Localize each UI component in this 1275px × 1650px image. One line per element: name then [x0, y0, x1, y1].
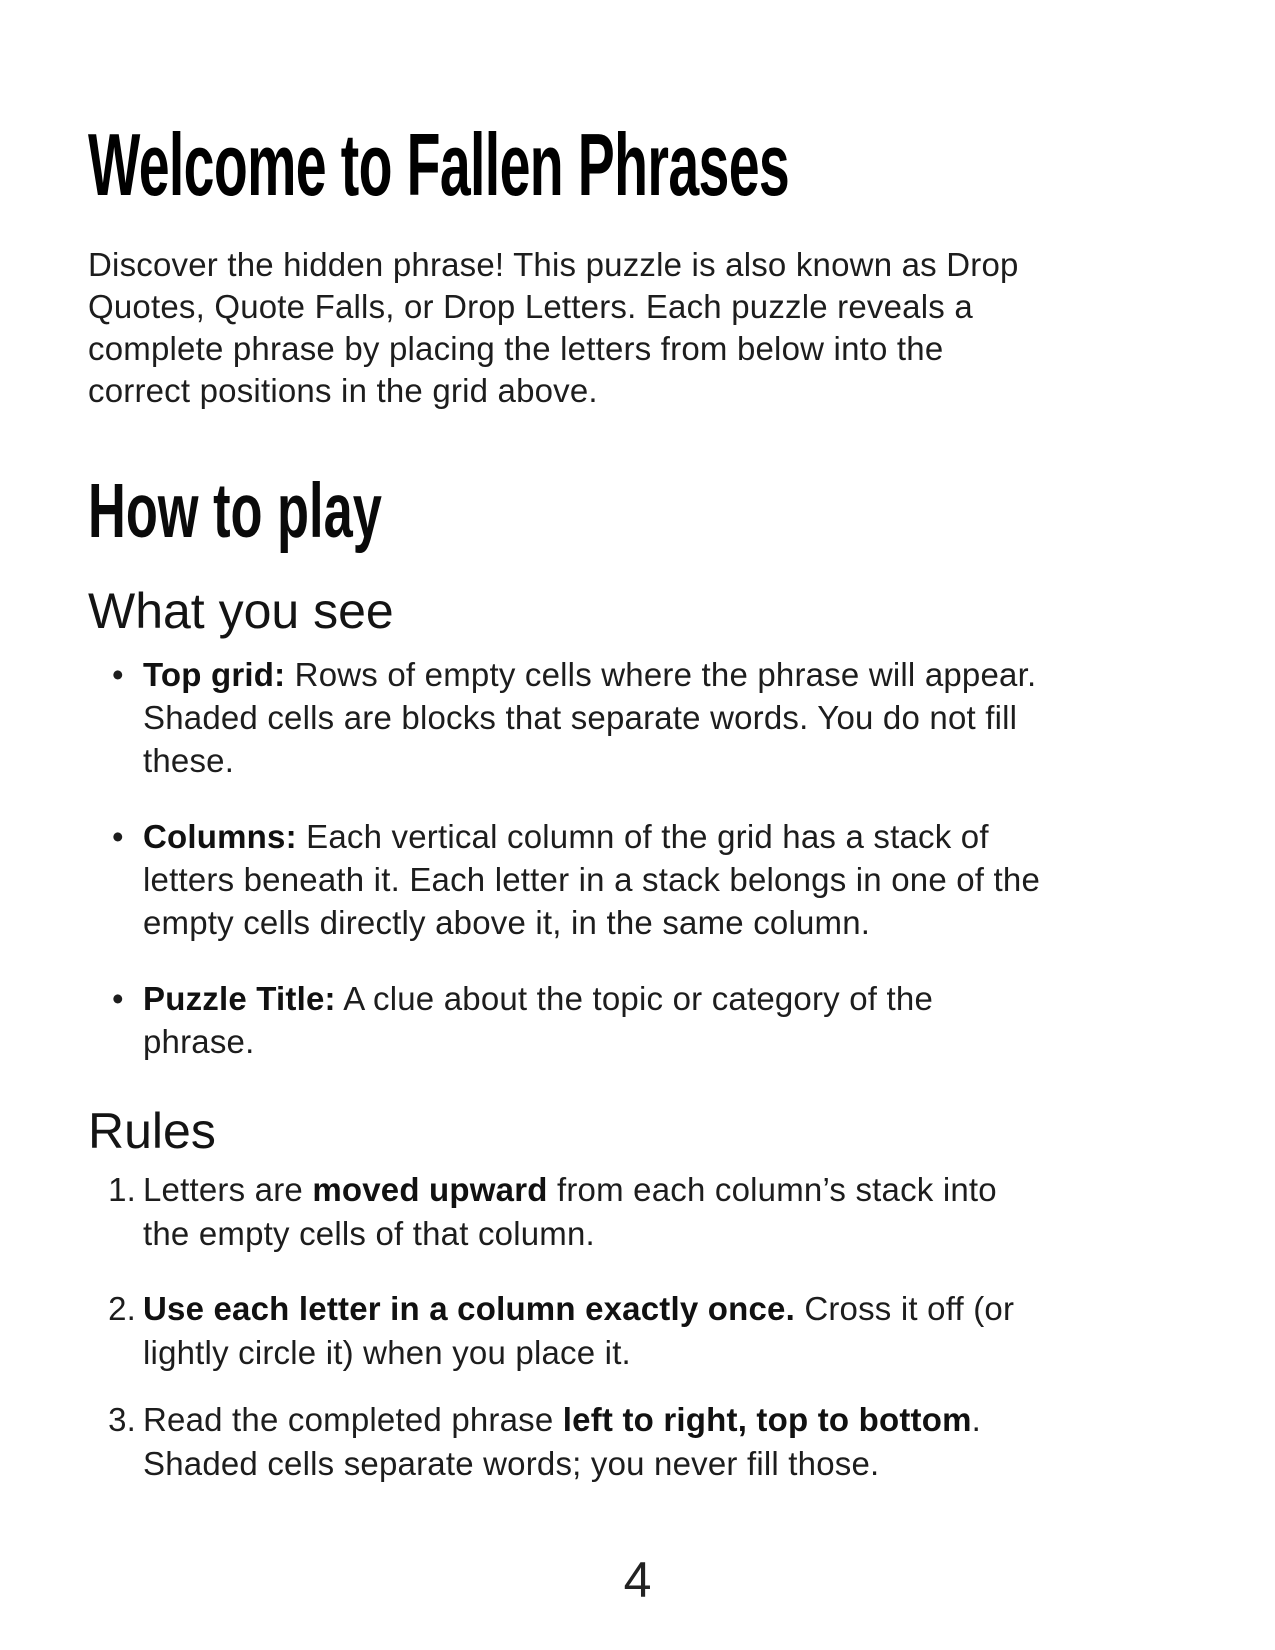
rule-text: Letters are [143, 1171, 313, 1208]
rule-item-3 [88, 1398, 1215, 1486]
bullet-label: Top grid: [143, 656, 286, 693]
bullet-line [143, 977, 1215, 1020]
bullet-line: Shaded cells are blocks that separate words. You do not fill [143, 699, 1018, 736]
rule-text-bold: left to right, top to bottom [562, 1401, 972, 1438]
bullet-item-puzzle-title [88, 977, 1215, 1063]
bullet-line: these. [143, 742, 235, 779]
bullet-icon: • [112, 818, 124, 855]
bullet-text: A clue about the topic or category of the [335, 980, 933, 1017]
rule-text: Cross it off (or [794, 1290, 1015, 1327]
rule-number: 3. [108, 1401, 136, 1438]
bullet-label: Puzzle Title: [143, 980, 336, 1017]
bullet-text: Rows of empty cells where the phrase will appear. [285, 656, 1037, 693]
bullet-line: phrase. [143, 1023, 255, 1060]
rule-line [143, 1287, 1215, 1331]
intro-line: Discover the hidden phrase! This puzzle is also known as Drop [88, 246, 1019, 283]
bullet-line: empty cells directly above it, in the same column. [143, 904, 871, 941]
rule-item-2 [88, 1287, 1215, 1375]
heading-what-you-see: What you see [88, 583, 394, 639]
intro-line: complete phrase by placing the letters from below into the [88, 330, 944, 367]
heading-how-to-play: How to play [88, 468, 382, 554]
bullet-icon: • [112, 980, 124, 1017]
bullet-text: Each vertical column of the grid has a stack of [296, 818, 989, 855]
rule-line: lightly circle it) when you place it. [143, 1334, 631, 1371]
rule-text: from each column’s stack into [547, 1171, 997, 1208]
rule-text-bold: Use each letter in a column exactly once. [143, 1290, 795, 1327]
rule-item-1 [88, 1168, 1215, 1256]
rule-number: 1. [108, 1171, 136, 1208]
heading-rules: Rules [88, 1103, 216, 1159]
rule-line: Shaded cells separate words; you never fill those. [143, 1445, 880, 1482]
bullet-line: letters beneath it. Each letter in a stack belongs in one of the [143, 861, 1041, 898]
page-title: Welcome to Fallen Phrases [88, 115, 790, 214]
rule-text-bold: moved upward [312, 1171, 548, 1208]
page-number: 4 [623, 1552, 652, 1608]
bullet-icon: • [112, 656, 124, 693]
bullet-label: Columns: [143, 818, 297, 855]
rule-text: . [971, 1401, 981, 1438]
rule-line [143, 1398, 1215, 1442]
rule-line [143, 1168, 1215, 1212]
intro-line: correct positions in the grid above. [88, 372, 598, 409]
rule-line: the empty cells of that column. [143, 1215, 595, 1252]
bullet-item-columns [88, 815, 1215, 944]
rule-text: Read the completed phrase [143, 1401, 563, 1438]
bullet-line [143, 815, 1215, 858]
intro-line: Quotes, Quote Falls, or Drop Letters. Each puzzle reveals a [88, 288, 973, 325]
bullet-item-top-grid [88, 653, 1215, 782]
rule-number: 2. [108, 1290, 136, 1327]
intro-paragraph [88, 244, 1215, 412]
bullet-line [143, 653, 1215, 696]
